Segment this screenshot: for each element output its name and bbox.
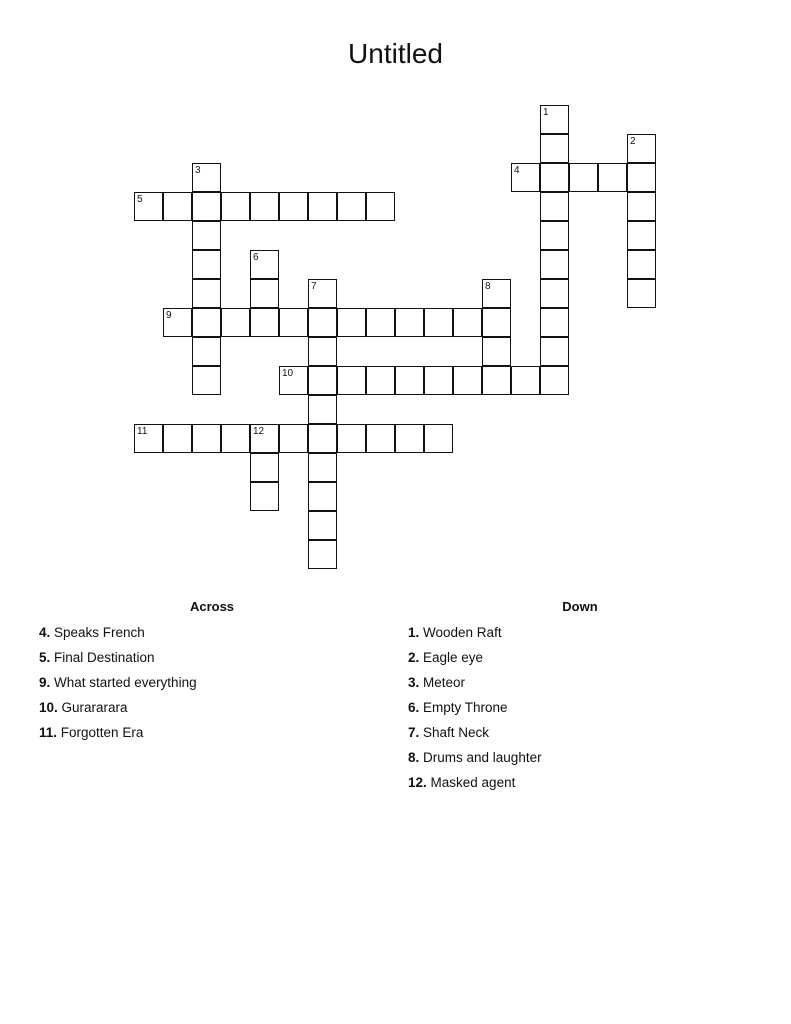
grid-cell[interactable] [250, 424, 279, 453]
grid-cell[interactable] [627, 279, 656, 308]
grid-cell[interactable] [308, 482, 337, 511]
grid-cell[interactable] [308, 424, 337, 453]
across-clue-list [39, 620, 359, 745]
down-clue [408, 645, 728, 670]
down-clue [408, 720, 728, 745]
grid-cell[interactable] [424, 308, 453, 337]
clue-label-number: 4. [39, 625, 51, 640]
grid-cell[interactable] [308, 366, 337, 395]
clue-label-number: 7. [408, 725, 420, 740]
clue-label-number: 1. [408, 625, 420, 640]
down-clue [408, 745, 728, 770]
grid-cell[interactable] [540, 163, 569, 192]
grid-cell[interactable] [424, 424, 453, 453]
grid-cell[interactable] [221, 424, 250, 453]
clue-number: 8 [485, 281, 491, 292]
grid-cell[interactable] [192, 192, 221, 221]
grid-cell[interactable] [337, 366, 366, 395]
grid-cell[interactable] [511, 366, 540, 395]
grid-cell[interactable] [192, 424, 221, 453]
clue-label-number: 10. [39, 700, 58, 715]
puzzle-title: Untitled [348, 38, 443, 69]
clue-number: 9 [166, 310, 172, 321]
clue-label-number: 2. [408, 650, 420, 665]
across-heading: Across [189, 599, 235, 614]
grid-cell[interactable] [192, 250, 221, 279]
clue-number: 12 [253, 426, 265, 437]
grid-cell[interactable] [366, 192, 395, 221]
grid-cell[interactable] [395, 424, 424, 453]
across-clue [39, 645, 359, 670]
grid-cell[interactable] [337, 192, 366, 221]
grid-cell[interactable] [134, 192, 163, 221]
clue-text: Final Destination [50, 650, 155, 665]
clue-text: Drums and laughter [419, 750, 542, 765]
grid-cell[interactable] [569, 163, 598, 192]
clue-label-number: 8. [408, 750, 420, 765]
down-clue [408, 695, 728, 720]
grid-cell[interactable] [250, 453, 279, 482]
clue-text: Masked agent [426, 775, 516, 790]
grid-cell[interactable] [279, 366, 308, 395]
grid-cell[interactable] [308, 511, 337, 540]
grid-cell[interactable] [395, 366, 424, 395]
grid-cell[interactable] [221, 192, 250, 221]
grid-cell[interactable] [308, 337, 337, 366]
grid-cell[interactable] [250, 482, 279, 511]
clue-text: What started everything [50, 675, 197, 690]
grid-cell[interactable] [482, 279, 511, 308]
grid-cell[interactable] [308, 395, 337, 424]
grid-cell[interactable] [395, 308, 424, 337]
grid-cell[interactable] [192, 221, 221, 250]
grid-cell[interactable] [540, 134, 569, 163]
grid-cell[interactable] [134, 424, 163, 453]
grid-cell[interactable] [308, 308, 337, 337]
grid-cell[interactable] [250, 192, 279, 221]
grid-cell[interactable] [279, 424, 308, 453]
clue-number: 6 [253, 252, 259, 263]
grid-cell[interactable] [192, 366, 221, 395]
grid-cell[interactable] [540, 221, 569, 250]
grid-cell[interactable] [540, 250, 569, 279]
grid-cell[interactable] [482, 337, 511, 366]
grid-cell[interactable] [250, 279, 279, 308]
clue-text: Empty Throne [419, 700, 508, 715]
clue-number: 10 [282, 368, 294, 379]
clue-label-number: 11. [39, 725, 58, 740]
clue-text: Wooden Raft [419, 625, 502, 640]
grid-cell[interactable] [192, 279, 221, 308]
clue-label-number: 9. [39, 675, 51, 690]
clue-number: 1 [543, 107, 549, 118]
grid-cell[interactable] [424, 366, 453, 395]
clue-label-number: 12. [408, 775, 427, 790]
grid-cell[interactable] [627, 192, 656, 221]
grid-cell[interactable] [250, 250, 279, 279]
clue-number: 7 [311, 281, 317, 292]
grid-cell[interactable] [627, 250, 656, 279]
grid-cell[interactable] [163, 192, 192, 221]
clue-number: 11 [137, 426, 148, 437]
grid-cell[interactable] [250, 308, 279, 337]
grid-cell[interactable] [308, 279, 337, 308]
clue-text: Gurararara [57, 700, 128, 715]
clue-text: Speaks French [50, 625, 145, 640]
clue-number: 5 [137, 194, 143, 205]
grid-cell[interactable] [366, 308, 395, 337]
grid-cell[interactable] [598, 163, 627, 192]
grid-cell[interactable] [540, 105, 569, 134]
clue-text: Forgotten Era [57, 725, 144, 740]
grid-cell[interactable] [163, 308, 192, 337]
across-clue [39, 720, 359, 745]
grid-cell[interactable] [308, 540, 337, 569]
grid-cell[interactable] [627, 163, 656, 192]
grid-cell[interactable] [453, 366, 482, 395]
grid-cell[interactable] [192, 337, 221, 366]
clue-text: Eagle eye [419, 650, 484, 665]
grid-cell[interactable] [308, 192, 337, 221]
clue-text: Meteor [419, 675, 466, 690]
grid-cell[interactable] [366, 424, 395, 453]
down-clue-list [408, 620, 728, 795]
grid-cell[interactable] [540, 279, 569, 308]
grid-cell[interactable] [221, 308, 250, 337]
grid-cell[interactable] [453, 308, 482, 337]
clue-number: 4 [514, 165, 520, 176]
clue-text: Shaft Neck [419, 725, 490, 740]
down-heading: Down [562, 599, 598, 614]
clue-label-number: 6. [408, 700, 420, 715]
grid-cell[interactable] [279, 192, 308, 221]
grid-cell[interactable] [337, 424, 366, 453]
grid-cell[interactable] [540, 337, 569, 366]
grid-cell[interactable] [482, 366, 511, 395]
grid-cell[interactable] [627, 221, 656, 250]
grid-cell[interactable] [279, 308, 308, 337]
down-clue [408, 670, 728, 695]
grid-cell[interactable] [308, 453, 337, 482]
grid-cell[interactable] [163, 424, 192, 453]
grid-cell[interactable] [540, 192, 569, 221]
grid-cell[interactable] [540, 366, 569, 395]
clue-label-number: 5. [39, 650, 51, 665]
grid-cell[interactable] [627, 134, 656, 163]
across-clue [39, 620, 359, 645]
across-clue [39, 695, 359, 720]
clue-number: 3 [195, 165, 201, 176]
clue-number: 2 [630, 136, 636, 147]
grid-cell[interactable] [192, 163, 221, 192]
grid-cell[interactable] [511, 163, 540, 192]
down-clue [408, 620, 728, 645]
grid-cell[interactable] [482, 308, 511, 337]
grid-cell[interactable] [337, 308, 366, 337]
grid-cell[interactable] [540, 308, 569, 337]
clue-label-number: 3. [408, 675, 420, 690]
down-clue [408, 770, 728, 795]
across-clue [39, 670, 359, 695]
grid-cell[interactable] [192, 308, 221, 337]
grid-cell[interactable] [366, 366, 395, 395]
